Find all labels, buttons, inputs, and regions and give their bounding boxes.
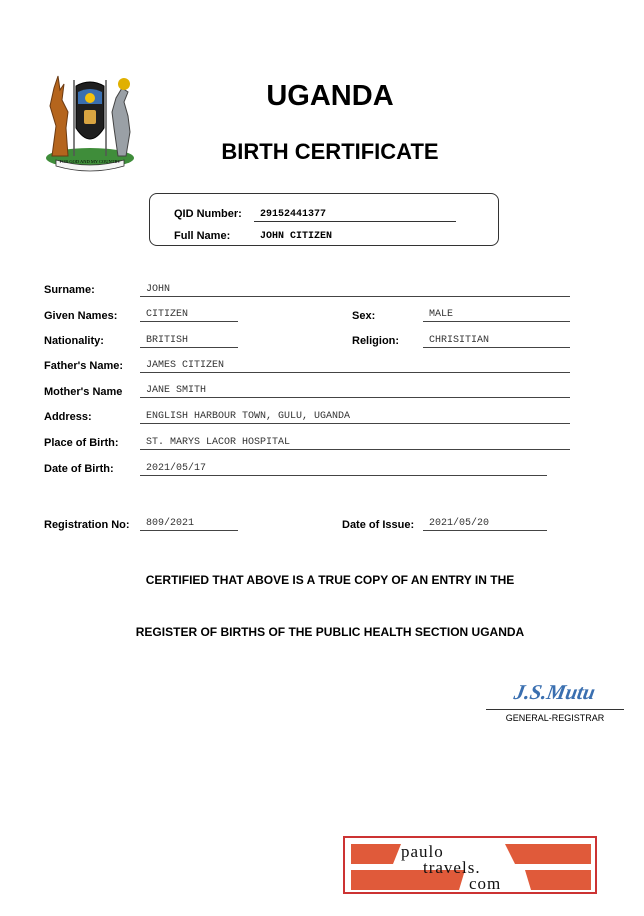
sex-value: MALE xyxy=(423,307,570,322)
father-name-label: Father's Name: xyxy=(44,360,124,372)
address-value: ENGLISH HARBOUR TOWN, GULU, UGANDA xyxy=(140,409,570,424)
given-names-value: CITIZEN xyxy=(140,307,238,322)
watermark-line-3: com xyxy=(469,874,502,893)
date-of-birth-value: 2021/05/17 xyxy=(140,461,547,476)
registration-no-label: Registration No: xyxy=(44,519,130,531)
signature-line xyxy=(486,709,624,710)
motto-text: FOR GOD AND MY COUNTRY xyxy=(59,159,121,164)
nationality-label: Nationality: xyxy=(44,335,104,347)
religion-label: Religion: xyxy=(352,335,400,347)
surname-value: JOHN xyxy=(140,282,570,297)
qid-value: 29152441377 xyxy=(254,207,456,222)
id-box xyxy=(149,193,499,246)
sex-label: Sex: xyxy=(352,310,376,322)
signature-text: J.S.Mutu xyxy=(512,680,598,704)
registration-no-value: 809/2021 xyxy=(140,516,238,531)
full-name-value: JOHN CITIZEN xyxy=(260,231,333,242)
coat-of-arms xyxy=(38,66,142,174)
given-names-label: Given Names: xyxy=(44,310,118,322)
date-of-birth-label: Date of Birth: xyxy=(44,463,114,475)
signature xyxy=(512,680,607,708)
address-label: Address: xyxy=(44,411,92,423)
place-of-birth-value: ST. MARYS LACOR HOSPITAL xyxy=(140,435,570,450)
mother-name-value: JANE SMITH xyxy=(140,383,570,398)
watermark-line-2: travels. xyxy=(423,858,481,877)
nationality-value: BRITISH xyxy=(140,333,238,348)
watermark-logo xyxy=(343,836,597,894)
father-name-value: JAMES CITIZEN xyxy=(140,358,570,373)
full-name-label: Full Name: xyxy=(174,230,231,242)
religion-value: CHRISITIAN xyxy=(423,333,570,348)
country-title: UGANDA xyxy=(266,80,394,112)
registrar-title: GENERAL-REGISTRAR xyxy=(505,713,605,723)
certification-line-2: REGISTER OF BIRTHS OF THE PUBLIC HEALTH SECTION UGANDA xyxy=(135,625,525,639)
certification-line-1: CERTIFIED THAT ABOVE IS A TRUE COPY OF AN ENTRY IN THE xyxy=(145,573,515,587)
date-of-issue-value: 2021/05/20 xyxy=(423,516,547,531)
mother-name-label: Mother's Name xyxy=(44,386,123,398)
qid-label: QID Number: xyxy=(174,208,242,220)
place-of-birth-label: Place of Birth: xyxy=(44,437,119,449)
surname-label: Surname: xyxy=(44,284,95,296)
document-title: BIRTH CERTIFICATE xyxy=(221,139,439,164)
watermark-line-1: paulo xyxy=(401,842,444,861)
date-of-issue-label: Date of Issue: xyxy=(342,519,415,531)
